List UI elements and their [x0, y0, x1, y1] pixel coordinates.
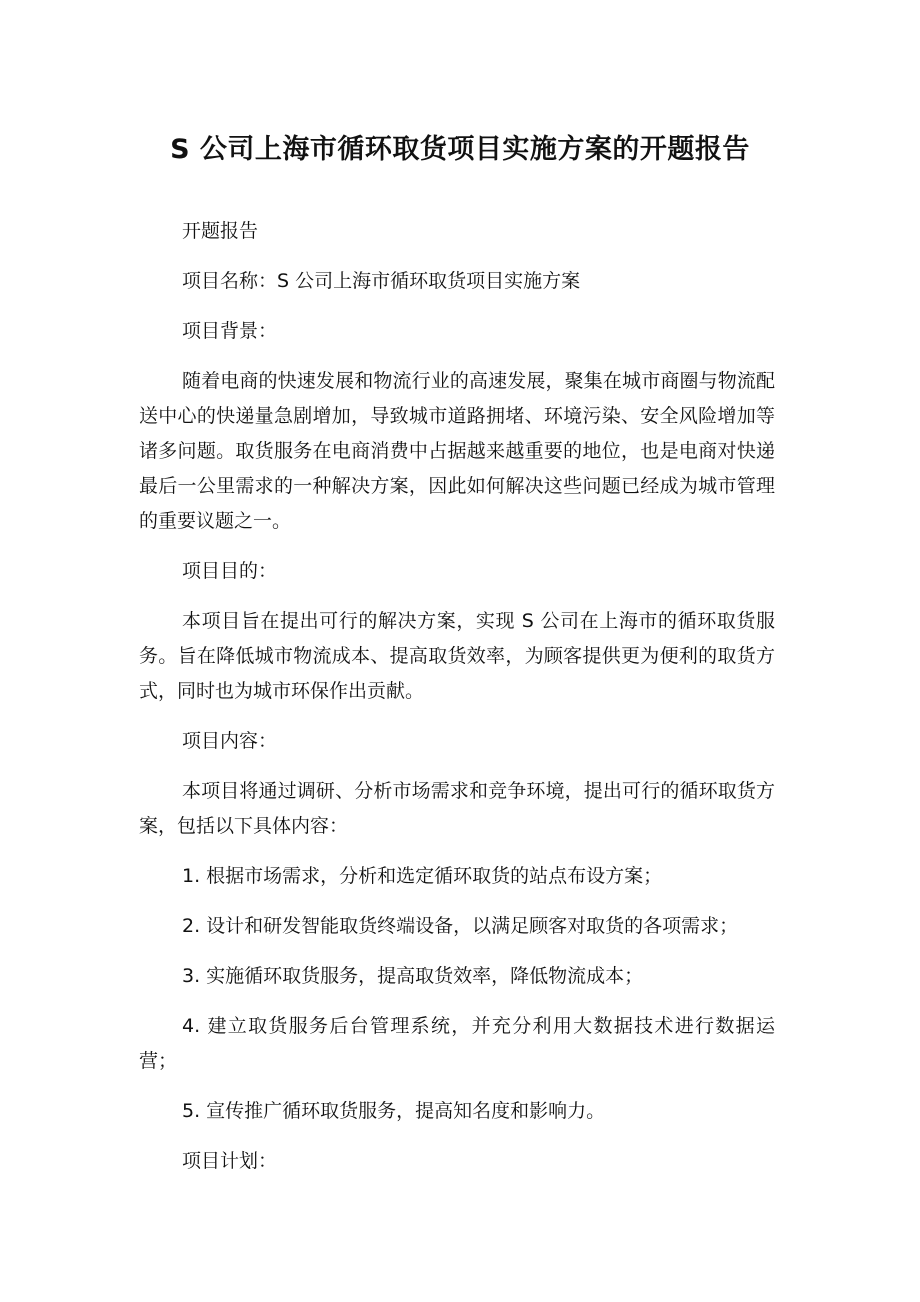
paragraph-project-purpose: 本项目旨在提出可行的解决方案，实现 S 公司在上海市的循环取货服务。旨在降低城市物流成本、提高取货效率，为顾客提供更为便利的取货方式，同时也为城市环保作出贡献。	[139, 610, 775, 702]
paragraph-report-label: 开题报告	[182, 220, 259, 242]
document-body	[139, 214, 775, 1194]
paragraph-project-name: 项目名称：S 公司上海市循环取货项目实施方案	[182, 270, 581, 292]
document-title: S 公司上海市循环取货项目实施方案的开题报告	[170, 134, 750, 165]
list-item-5: 5. 宣传推广循环取货服务，提高知名度和影响力。	[182, 1100, 606, 1122]
heading-project-background: 项目背景：	[182, 320, 278, 342]
list-item-4: 4. 建立取货服务后台管理系统，并充分利用大数据技术进行数据运营；	[139, 1015, 775, 1072]
paragraph-project-content: 本项目将通过调研、分析市场需求和竞争环境，提出可行的循环取货方案，包括以下具体内容：	[139, 780, 775, 837]
heading-project-content: 项目内容：	[182, 730, 278, 752]
list-item-1: 1. 根据市场需求，分析和选定循环取货的站点布设方案；	[182, 865, 663, 887]
heading-project-plan: 项目计划：	[182, 1150, 278, 1172]
paragraph-project-background: 随着电商的快速发展和物流行业的高速发展，聚集在城市商圈与物流配送中心的快递量急剧增加，导致城市道路拥堵、环境污染、安全风险增加等诸多问题。取货服务在电商消费中占据越来越重要的地位，也是电商对快递最后一公里需求的一种解决方案，因此如何解决这些问题已经成为城市管理的重要议题之一。	[139, 370, 775, 532]
list-item-3: 3. 实施循环取货服务，提高取货效率，降低物流成本；	[182, 965, 644, 987]
list-item-2: 2. 设计和研发智能取货终端设备，以满足顾客对取货的各项需求；	[182, 915, 739, 937]
heading-project-purpose: 项目目的：	[182, 560, 278, 582]
